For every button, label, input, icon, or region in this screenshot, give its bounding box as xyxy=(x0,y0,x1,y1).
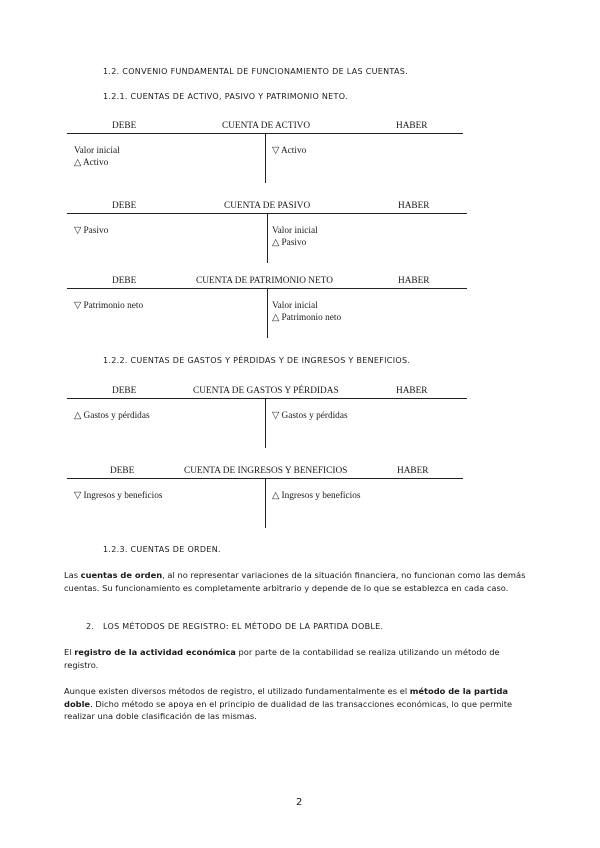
paragraph-cuentas-orden: Las cuentas de orden, al no representar variaciones de la situación financiera, no funcionan como las demás cuentas. Su funcionamiento es completamente arbitrario y depende de lo que se establezca en cada caso. xyxy=(64,570,526,593)
debe-label: DEBE xyxy=(112,276,137,286)
section-2-number: 2. xyxy=(86,622,95,631)
debe-entry: △ Gastos y pérdidas xyxy=(74,411,150,421)
debe-entry: ▽ Pasivo xyxy=(74,226,109,236)
haber-label: HABER xyxy=(396,121,428,131)
account-title: CUENTA DE INGRESOS Y BENEFICIOS xyxy=(184,466,348,476)
account-title: CUENTA DE ACTIVO xyxy=(222,121,311,131)
debe-label: DEBE xyxy=(112,386,137,396)
haber-entry: ▽ Gastos y pérdidas xyxy=(272,411,348,421)
haber-entry: △ Patrimonio neto xyxy=(272,313,342,323)
haber-label: HABER xyxy=(398,201,430,211)
section-1-2-2-heading: 1.2.2. CUENTAS DE GASTOS Y PÉRDIDAS Y DE INGRESOS Y BENEFICIOS. xyxy=(103,356,411,365)
haber-entry: Valor inicial xyxy=(272,226,318,236)
haber-label: HABER xyxy=(396,386,428,396)
debe-label: DEBE xyxy=(112,121,137,131)
debe-entry: △ Activo xyxy=(74,158,109,168)
debe-label: DEBE xyxy=(110,466,135,476)
haber-entry: △ Ingresos y beneficios xyxy=(272,491,361,501)
haber-label: HABER xyxy=(398,276,430,286)
haber-entry: Valor inicial xyxy=(272,301,318,311)
t-account-divider xyxy=(265,398,266,448)
t-account-divider xyxy=(267,213,268,263)
haber-entry: △ Pasivo xyxy=(272,238,307,248)
haber-entry: ▽ Activo xyxy=(272,146,307,156)
section-1-2-heading: 1.2. CONVENIO FUNDAMENTAL DE FUNCIONAMIENTO DE LAS CUENTAS. xyxy=(103,67,408,76)
haber-label: HABER xyxy=(397,466,429,476)
t-account-divider xyxy=(265,133,266,183)
t-account-top-line xyxy=(67,398,467,399)
page-number: 2 xyxy=(296,797,303,808)
paragraph-partida-doble: Aunque existen diversos métodos de registro, el utilizado fundamentalmente es el método de la partida doble. Dicho método se apoya en el principio de dualidad de las transacciones económicas, lo que permite realizar una doble clasificación de las mismas. xyxy=(64,686,513,721)
debe-entry: Valor inicial xyxy=(74,146,120,156)
account-title: CUENTA DE PASIVO xyxy=(224,201,311,211)
debe-label: DEBE xyxy=(112,201,137,211)
debe-entry: ▽ Ingresos y beneficios xyxy=(74,491,163,501)
section-1-2-3-heading: 1.2.3. CUENTAS DE ORDEN. xyxy=(103,545,221,554)
t-account-divider xyxy=(265,478,266,528)
t-account-divider xyxy=(267,288,268,338)
account-title: CUENTA DE GASTOS Y PÉRDIDAS xyxy=(193,386,339,396)
section-2-heading: LOS MÉTODOS DE REGISTRO: EL MÉTODO DE LA PARTIDA DOBLE. xyxy=(103,622,384,631)
debe-entry: ▽ Patrimonio neto xyxy=(74,301,144,311)
paragraph-registro: El registro de la actividad económica por parte de la contabilidad se realiza utilizando un método de registro. xyxy=(64,647,500,670)
section-1-2-1-heading: 1.2.1. CUENTAS DE ACTIVO, PASIVO Y PATRIMONIO NETO. xyxy=(103,92,348,101)
account-title: CUENTA DE PATRIMONIO NETO xyxy=(196,276,333,286)
